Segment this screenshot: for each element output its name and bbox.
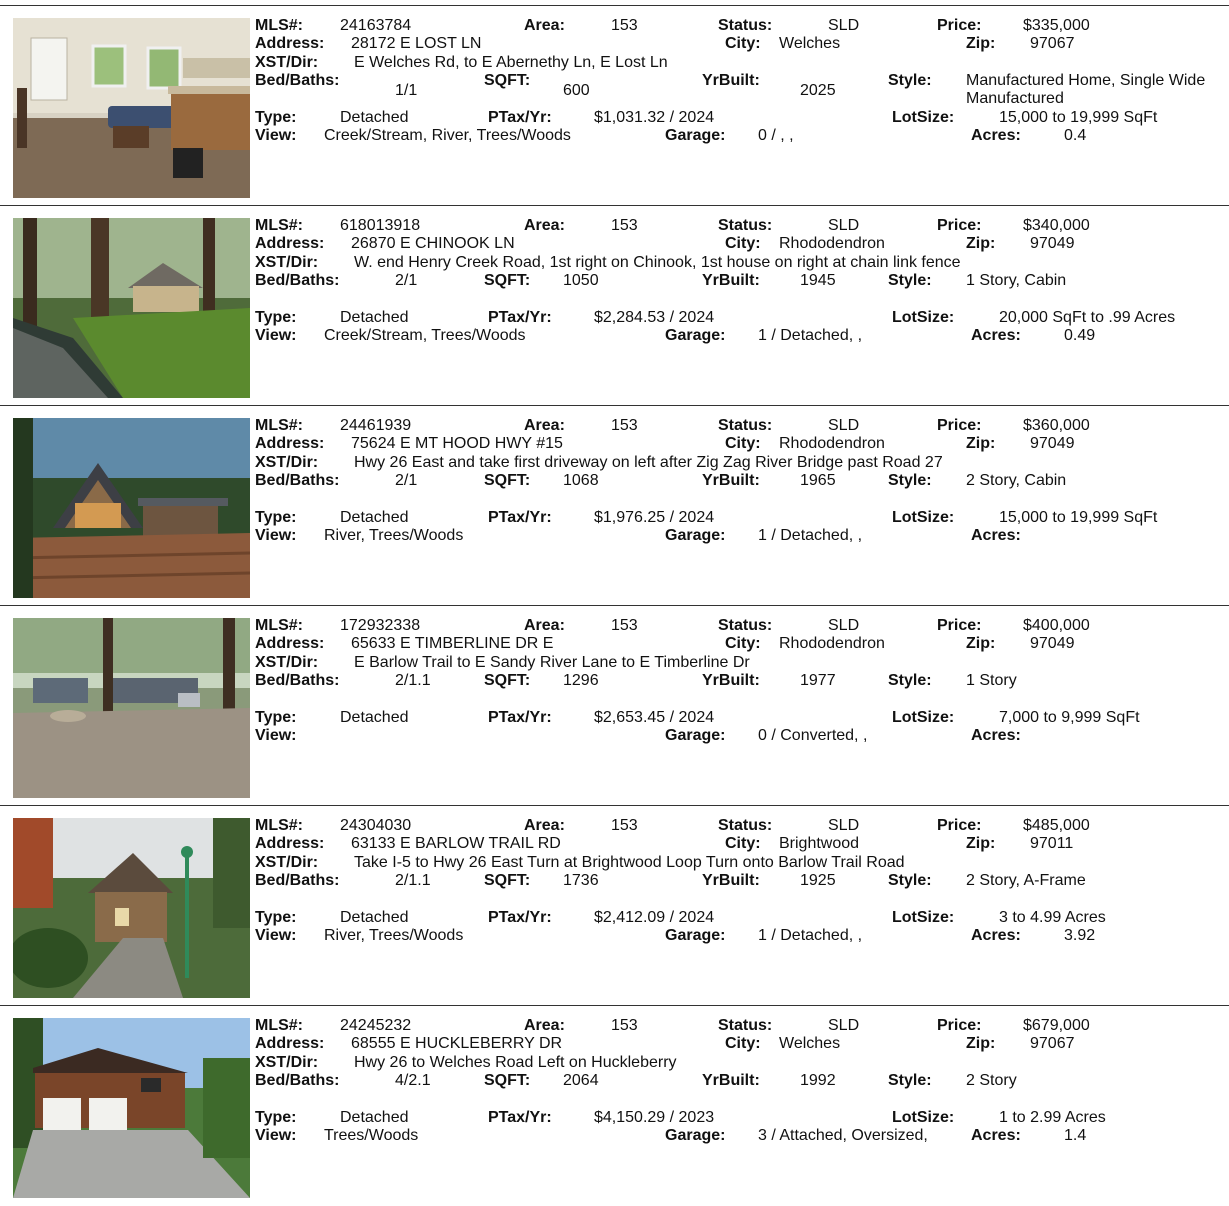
xst-value: Take I-5 to Hwy 26 East Turn at Brightwood Loop Turn onto Barlow Trail Road [354, 854, 905, 871]
ptax-label: PTax/Yr: [488, 709, 552, 726]
city-value: Welches [779, 35, 841, 52]
city-value: Rhododendron [779, 235, 885, 252]
area-label: Area: [524, 1017, 565, 1034]
status-value: SLD [828, 1017, 860, 1034]
yrbuilt-value: 1992 [800, 1072, 836, 1089]
yrbuilt-label: YrBuilt: [702, 272, 760, 289]
type-value: Detached [340, 709, 409, 726]
xst-label: XST/Dir: [255, 54, 319, 71]
price-value: $335,000 [1023, 17, 1090, 34]
zip-label: Zip: [966, 835, 996, 852]
status-value: SLD [828, 417, 860, 434]
area-value: 153 [611, 1017, 638, 1034]
yrbuilt-value: 1977 [800, 672, 836, 689]
listing-photo[interactable] [13, 618, 250, 798]
city-label: City: [725, 235, 761, 252]
zip-label: Zip: [966, 235, 996, 252]
city-label: City: [725, 1035, 761, 1052]
ptax-value: $2,284.53 / 2024 [594, 309, 715, 326]
city-label: City: [725, 635, 761, 652]
yrbuilt-value: 1965 [800, 472, 836, 489]
acres-value: 3.92 [1064, 927, 1096, 944]
sqft-label: SQFT: [484, 1072, 531, 1089]
lotsize-value: 20,000 SqFt to .99 Acres [999, 309, 1176, 326]
address-label: Address: [255, 35, 325, 52]
zip-value: 97049 [1030, 235, 1075, 252]
ptax-value: $1,031.32 / 2024 [594, 109, 715, 126]
price-value: $360,000 [1023, 417, 1090, 434]
address-value: 65633 E TIMBERLINE DR E [351, 635, 554, 652]
view-label: View: [255, 327, 297, 344]
view-label: View: [255, 927, 297, 944]
xst-label: XST/Dir: [255, 454, 319, 471]
address-value: 28172 E LOST LN [351, 35, 482, 52]
ptax-value: $4,150.29 / 2023 [594, 1109, 715, 1126]
acres-label: Acres: [971, 727, 1021, 744]
xst-label: XST/Dir: [255, 854, 319, 871]
ptax-value: $2,412.09 / 2024 [594, 909, 715, 926]
lotsize-value: 15,000 to 19,999 SqFt [999, 109, 1158, 126]
status-value: SLD [828, 817, 860, 834]
lotsize-label: LotSize: [892, 509, 955, 526]
mls-value: 24163784 [340, 17, 412, 34]
lotsize-label: LotSize: [892, 1109, 955, 1126]
yrbuilt-label: YrBuilt: [702, 672, 760, 689]
price-value: $340,000 [1023, 217, 1090, 234]
listing-row[interactable] [0, 605, 1229, 806]
bed-value: 2/1 [395, 472, 418, 489]
area-label: Area: [524, 417, 565, 434]
type-label: Type: [255, 909, 297, 926]
bed-label: Bed/Baths: [255, 72, 340, 89]
status-value: SLD [828, 17, 860, 34]
acres-label: Acres: [971, 927, 1021, 944]
listing-row[interactable] [0, 805, 1229, 1006]
mls-label: MLS#: [255, 1017, 303, 1034]
style-value: 2 Story, Cabin [966, 472, 1067, 489]
view-value: River, Trees/Woods [324, 927, 464, 944]
lotsize-label: LotSize: [892, 909, 955, 926]
bed-value: 2/1.1 [395, 672, 431, 689]
sqft-value: 1736 [563, 872, 599, 889]
type-label: Type: [255, 509, 297, 526]
xst-label: XST/Dir: [255, 254, 319, 271]
view-label: View: [255, 727, 297, 744]
listing-photo[interactable] [13, 418, 250, 598]
status-label: Status: [718, 217, 773, 234]
area-value: 153 [611, 17, 638, 34]
view-value: River, Trees/Woods [324, 527, 464, 544]
status-label: Status: [718, 17, 773, 34]
yrbuilt-value: 2025 [800, 82, 836, 99]
status-value: SLD [828, 217, 860, 234]
xst-value: Hwy 26 to Welches Road Left on Huckleberry [354, 1054, 677, 1071]
garage-label: Garage: [665, 527, 726, 544]
mls-label: MLS#: [255, 417, 303, 434]
xst-label: XST/Dir: [255, 654, 319, 671]
address-value: 75624 E MT HOOD HWY #15 [351, 435, 563, 452]
view-value: Creek/Stream, Trees/Woods [324, 327, 526, 344]
listing-row[interactable] [0, 205, 1229, 406]
price-label: Price: [937, 417, 982, 434]
lotsize-value: 3 to 4.99 Acres [999, 909, 1106, 926]
mls-value: 24304030 [340, 817, 412, 834]
xst-value: E Barlow Trail to E Sandy River Lane to E Timberline Dr [354, 654, 750, 671]
sqft-value: 2064 [563, 1072, 599, 1089]
sqft-value: 600 [563, 82, 590, 99]
xst-value: E Welches Rd, to E Abernethy Ln, E Lost Ln [354, 54, 668, 71]
bed-label: Bed/Baths: [255, 1072, 340, 1089]
status-label: Status: [718, 817, 773, 834]
area-value: 153 [611, 817, 638, 834]
zip-value: 97049 [1030, 635, 1075, 652]
listing-photo[interactable] [13, 18, 250, 198]
type-label: Type: [255, 1109, 297, 1126]
price-label: Price: [937, 17, 982, 34]
zip-label: Zip: [966, 1035, 996, 1052]
address-label: Address: [255, 435, 325, 452]
sqft-value: 1296 [563, 672, 599, 689]
area-label: Area: [524, 217, 565, 234]
xst-value: Hwy 26 East and take first driveway on left after Zig Zag River Bridge past Road 27 [354, 454, 943, 471]
city-value: Welches [779, 1035, 841, 1052]
type-label: Type: [255, 109, 297, 126]
sqft-label: SQFT: [484, 272, 531, 289]
area-value: 153 [611, 217, 638, 234]
zip-value: 97049 [1030, 435, 1075, 452]
price-value: $679,000 [1023, 1017, 1090, 1034]
city-value: Brightwood [779, 835, 860, 852]
sqft-value: 1068 [563, 472, 599, 489]
sqft-label: SQFT: [484, 872, 531, 889]
acres-label: Acres: [971, 327, 1021, 344]
price-label: Price: [937, 617, 982, 634]
listing-row[interactable] [0, 1005, 1229, 1206]
mls-value: 24461939 [340, 417, 412, 434]
type-value: Detached [340, 1109, 409, 1126]
bed-value: 1/1 [395, 82, 418, 99]
address-label: Address: [255, 235, 325, 252]
garage-label: Garage: [665, 327, 726, 344]
ptax-label: PTax/Yr: [488, 109, 552, 126]
xst-value: W. end Henry Creek Road, 1st right on Chinook, 1st house on right at chain link fence [354, 254, 961, 271]
garage-value: 0 / Converted, , [758, 727, 868, 744]
price-label: Price: [937, 217, 982, 234]
style-value: 2 Story [966, 1072, 1017, 1089]
address-label: Address: [255, 835, 325, 852]
ptax-value: $1,976.25 / 2024 [594, 509, 715, 526]
style-label: Style: [888, 1072, 932, 1089]
type-value: Detached [340, 909, 409, 926]
style-label: Style: [888, 272, 932, 289]
status-label: Status: [718, 1017, 773, 1034]
bed-label: Bed/Baths: [255, 272, 340, 289]
zip-label: Zip: [966, 435, 996, 452]
acres-label: Acres: [971, 127, 1021, 144]
address-value: 26870 E CHINOOK LN [351, 235, 515, 252]
garage-value: 1 / Detached, , [758, 327, 863, 344]
listing-photo[interactable] [13, 218, 250, 398]
status-label: Status: [718, 417, 773, 434]
style-value: 1 Story, Cabin [966, 272, 1067, 289]
bed-label: Bed/Baths: [255, 672, 340, 689]
style-label: Style: [888, 672, 932, 689]
yrbuilt-value: 1945 [800, 272, 836, 289]
acres-label: Acres: [971, 1127, 1021, 1144]
bed-label: Bed/Baths: [255, 472, 340, 489]
garage-label: Garage: [665, 127, 726, 144]
zip-value: 97011 [1030, 835, 1074, 852]
area-label: Area: [524, 17, 565, 34]
area-label: Area: [524, 817, 565, 834]
acres-value: 1.4 [1064, 1127, 1087, 1144]
view-label: View: [255, 127, 297, 144]
garage-label: Garage: [665, 927, 726, 944]
style-value-line2: Manufactured [966, 90, 1064, 107]
bed-value: 2/1 [395, 272, 418, 289]
lotsize-label: LotSize: [892, 309, 955, 326]
lotsize-label: LotSize: [892, 709, 955, 726]
type-value: Detached [340, 509, 409, 526]
mls-value: 618013918 [340, 217, 421, 234]
price-value: $485,000 [1023, 817, 1090, 834]
city-label: City: [725, 435, 761, 452]
bed-label: Bed/Baths: [255, 872, 340, 889]
bed-value: 4/2.1 [395, 1072, 431, 1089]
bed-value: 2/1.1 [395, 872, 431, 889]
listing-row[interactable] [0, 5, 1229, 206]
sqft-label: SQFT: [484, 472, 531, 489]
style-value: 2 Story, A-Frame [966, 872, 1086, 889]
ptax-value: $2,653.45 / 2024 [594, 709, 715, 726]
city-label: City: [725, 835, 761, 852]
view-label: View: [255, 1127, 297, 1144]
style-label: Style: [888, 872, 932, 889]
type-value: Detached [340, 309, 409, 326]
city-label: City: [725, 35, 761, 52]
acres-label: Acres: [971, 527, 1021, 544]
style-label: Style: [888, 72, 932, 89]
garage-label: Garage: [665, 1127, 726, 1144]
ptax-label: PTax/Yr: [488, 909, 552, 926]
listing-row[interactable] [0, 405, 1229, 606]
style-value: Manufactured Home, Single Wide [966, 72, 1206, 89]
ptax-label: PTax/Yr: [488, 1109, 552, 1126]
address-label: Address: [255, 1035, 325, 1052]
sqft-value: 1050 [563, 272, 599, 289]
view-value: Creek/Stream, River, Trees/Woods [324, 127, 571, 144]
mls-label: MLS#: [255, 817, 303, 834]
zip-value: 97067 [1030, 35, 1075, 52]
city-value: Rhododendron [779, 435, 885, 452]
yrbuilt-label: YrBuilt: [702, 472, 760, 489]
lotsize-value: 1 to 2.99 Acres [999, 1109, 1106, 1126]
ptax-label: PTax/Yr: [488, 509, 552, 526]
garage-value: 3 / Attached, Oversized, [758, 1127, 928, 1144]
yrbuilt-label: YrBuilt: [702, 872, 760, 889]
area-value: 153 [611, 417, 638, 434]
lotsize-value: 15,000 to 19,999 SqFt [999, 509, 1158, 526]
mls-label: MLS#: [255, 617, 303, 634]
acres-value: 0.49 [1064, 327, 1096, 344]
view-label: View: [255, 527, 297, 544]
city-value: Rhododendron [779, 635, 885, 652]
yrbuilt-label: YrBuilt: [702, 72, 760, 89]
acres-value: 0.4 [1064, 127, 1087, 144]
zip-value: 97067 [1030, 1035, 1075, 1052]
area-value: 153 [611, 617, 638, 634]
area-label: Area: [524, 617, 565, 634]
zip-label: Zip: [966, 635, 996, 652]
mls-value: 172932338 [340, 617, 421, 634]
price-label: Price: [937, 817, 982, 834]
listing-photo[interactable] [13, 1018, 250, 1198]
price-label: Price: [937, 1017, 982, 1034]
mls-value: 24245232 [340, 1017, 412, 1034]
lotsize-value: 7,000 to 9,999 SqFt [999, 709, 1140, 726]
yrbuilt-value: 1925 [800, 872, 836, 889]
garage-value: 0 / , , [758, 127, 794, 144]
ptax-label: PTax/Yr: [488, 309, 552, 326]
type-value: Detached [340, 109, 409, 126]
xst-label: XST/Dir: [255, 1054, 319, 1071]
status-value: SLD [828, 617, 860, 634]
address-value: 68555 E HUCKLEBERRY DR [351, 1035, 563, 1052]
lotsize-label: LotSize: [892, 109, 955, 126]
address-value: 63133 E BARLOW TRAIL RD [351, 835, 561, 852]
type-label: Type: [255, 309, 297, 326]
mls-label: MLS#: [255, 217, 303, 234]
address-label: Address: [255, 635, 325, 652]
zip-label: Zip: [966, 35, 996, 52]
sqft-label: SQFT: [484, 72, 531, 89]
style-label: Style: [888, 472, 932, 489]
yrbuilt-label: YrBuilt: [702, 1072, 760, 1089]
garage-value: 1 / Detached, , [758, 527, 863, 544]
view-value: Trees/Woods [324, 1127, 419, 1144]
price-value: $400,000 [1023, 617, 1090, 634]
mls-label: MLS#: [255, 17, 303, 34]
type-label: Type: [255, 709, 297, 726]
garage-label: Garage: [665, 727, 726, 744]
style-value: 1 Story [966, 672, 1017, 689]
garage-value: 1 / Detached, , [758, 927, 863, 944]
listing-photo[interactable] [13, 818, 250, 998]
sqft-label: SQFT: [484, 672, 531, 689]
status-label: Status: [718, 617, 773, 634]
